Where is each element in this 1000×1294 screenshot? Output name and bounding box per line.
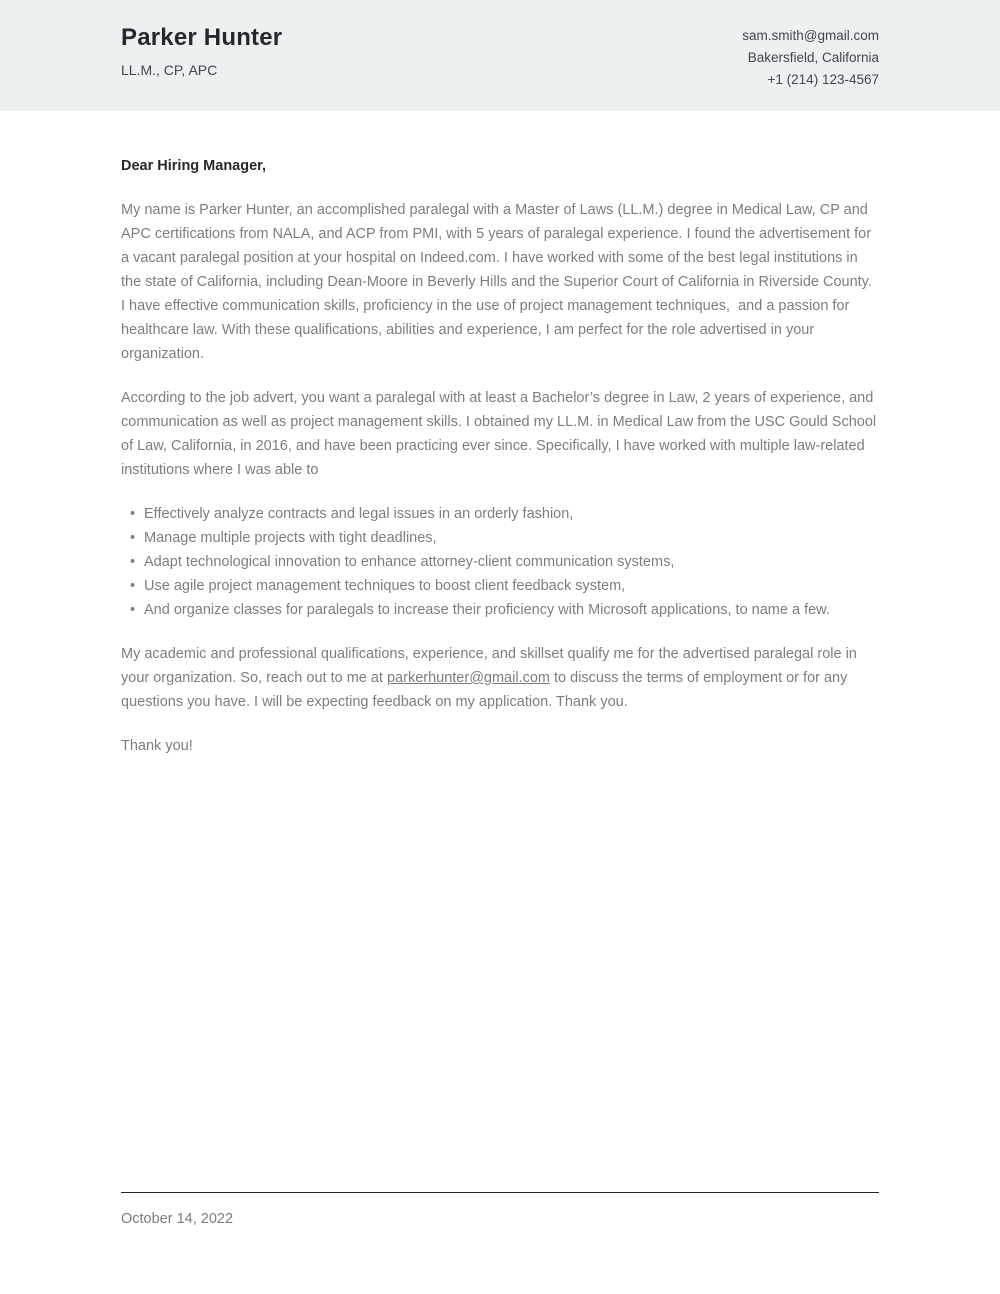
- salutation: Dear Hiring Manager,: [121, 158, 267, 174]
- list-item: • Use agile project management techniques to boost client feedback system,: [121, 574, 879, 598]
- list-item: • Adapt technological innovation to enhance attorney-client communication systems,: [121, 550, 879, 574]
- paragraph-introduction: My name is Parker Hunter, an accomplished paralegal with a Master of Laws (LL.M.) degree in Medical Law, CP and APC certifications from NALA, and ACP from PMI, with 5 years of paralegal experience. I found the advertisement for a vacant paralegal position at your hospital on Indeed.com. I have worked with some of the best legal institutions in the state of California, including Dean-Moore in Beverly Hills and the Superior Court of California in Riverside County. I have effective communication skills, proficiency in the use of project management techniques, and a passion for healthcare law. With these qualifications, abilities and experience, I am perfect for the role advertised in your organization.: [121, 202, 876, 362]
- closing-text-before: My academic and professional qualifications, experience, and skillset qualify me for the advertised paralegal role in your organization. So, reach out to me at: [121, 646, 857, 686]
- paragraph-qualifications: According to the job advert, you want a paralegal with at least a Bachelor’s degree in Law, 2 years of experience, and communication as well as project management skills. I obtained my LL.M. in Medical Law from the USC Gould School of Law, California, in 2016, and have been practicing ever since. Specifically, I have worked with multiple law-related institutions where I was able to: [121, 390, 881, 478]
- signoff: Thank you!: [121, 738, 193, 754]
- letter-body: [0, 111, 1000, 758]
- contact-block: [742, 24, 879, 91]
- contact-location: Bakersfield, California: [747, 50, 879, 65]
- list-item: • Effectively analyze contracts and legal issues in an orderly fashion,: [121, 502, 879, 526]
- applicant-credentials: LL.M., CP, APC: [121, 62, 218, 78]
- skills-bullet-list: [121, 502, 879, 622]
- closing-text-after: to discuss the terms of employment or for any questions you have. I will be expecting feedback on my application. Thank you.: [121, 670, 848, 710]
- list-item: • And organize classes for paralegals to increase their proficiency with Microsoft applications, to name a few.: [121, 598, 879, 622]
- letter-date: October 14, 2022: [121, 1211, 234, 1227]
- letterhead: [0, 0, 1000, 111]
- contact-email: sam.smith@gmail.com: [742, 28, 879, 43]
- letter-footer: [121, 1192, 879, 1228]
- applicant-email-link[interactable]: parkerhunter@gmail.com: [386, 670, 550, 686]
- paragraph-closing: [121, 642, 879, 714]
- contact-phone: +1 (214) 123-4567: [767, 72, 879, 87]
- identity-block: [121, 24, 282, 79]
- applicant-name: Parker Hunter: [121, 24, 283, 51]
- list-item: • Manage multiple projects with tight deadlines,: [121, 526, 879, 550]
